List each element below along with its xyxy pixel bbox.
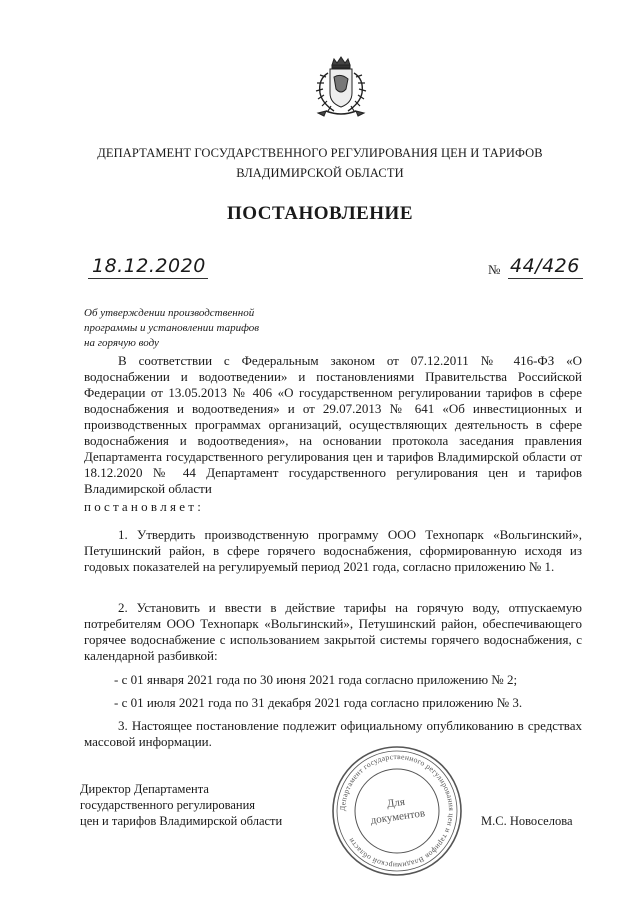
signature-block [80, 781, 320, 829]
resolves-line: п о с т а н о в л я е т : [84, 499, 201, 514]
document-number: 44/426 [510, 255, 580, 277]
document-subject [84, 306, 304, 351]
number-sign: № [488, 262, 501, 277]
official-stamp-seal [330, 744, 464, 878]
tariff-period-1: - с 01 января 2021 года по 30 июня 2021 года согласно приложению № 2; [114, 672, 518, 687]
preamble-paragraph: В соответствии с Федеральным законом от 07.12.2011 № 416-ФЗ «О водоснабжении и водоотведении» и постановлениями Правительства Российской Федерации от 13.05.2013 № 406 «О государственном регулировании тарифов в сфере водоснабжения и водоотведения» и от 29.07.2013 № 641 «Об инвестиционных и производственных программах организаций, осуществляющих деятельность в сфере водоснабжения и водоотведения», на основании протокола заседания правления Департамента государственного регулирования цен и тарифов Владимирской области от 18.12.2020 № 44 Департамент государственного регулирования цен и тарифов Владимирской области [84, 353, 582, 496]
stamp-center-line1: Для [386, 795, 406, 811]
stamp-center-line2: документов [369, 807, 426, 827]
number-underline [508, 278, 583, 279]
tariff-period-2: - с 01 июля 2021 года по 31 декабря 2021 года согласно приложению № 3. [114, 695, 523, 710]
document-title: ПОСТАНОВЛЕНИЕ [226, 203, 414, 224]
signer-position-line: цен и тарифов Владимирской области [80, 814, 283, 828]
resolution-item-2: 2. Установить и ввести в действие тарифы на горячую воду, отпускаемую потребителям ООО Технопарк «Вольгинский», Петушинский район, обеспечивающего горячее водоснабжение с использованием закрытой системы горячего водоснабжения, с календарной разбивкой: [84, 600, 582, 663]
coat-of-arms-emblem [296, 55, 386, 119]
date-underline [88, 278, 208, 279]
signer-position-line: Директор Департамента [80, 782, 209, 796]
signer-name: М.С. Новоселова [481, 814, 573, 828]
department-name-line1: ДЕПАРТАМЕНТ ГОСУДАРСТВЕННОГО РЕГУЛИРОВАНИЯ ЦЕН И ТАРИФОВ [97, 146, 543, 160]
signer-position-line: государственного регулирования [80, 798, 256, 812]
document-date: 18.12.2020 [92, 255, 206, 277]
stamp-ring-text: Департамент государственного регулирования цен и тарифов Владимирской области [337, 751, 457, 871]
department-name-line2: ВЛАДИМИРСКОЙ ОБЛАСТИ [236, 166, 404, 180]
resolution-item-1: 1. Утвердить производственную программу ООО Технопарк «Вольгинский», Петушинский район, в сфере горячего водоснабжения, сформированную исходя из годовых показателей на регулируемый период 2021 года, согласно приложению № 1. [84, 527, 582, 574]
resolution-item-3: 3. Настоящее постановление подлежит официальному опубликованию в средствах массовой информации. [84, 718, 582, 749]
subject-line: программы и установлении тарифов [84, 322, 260, 334]
subject-line: Об утверждении производственной [84, 307, 255, 319]
subject-line: на горячую воду [84, 337, 159, 349]
